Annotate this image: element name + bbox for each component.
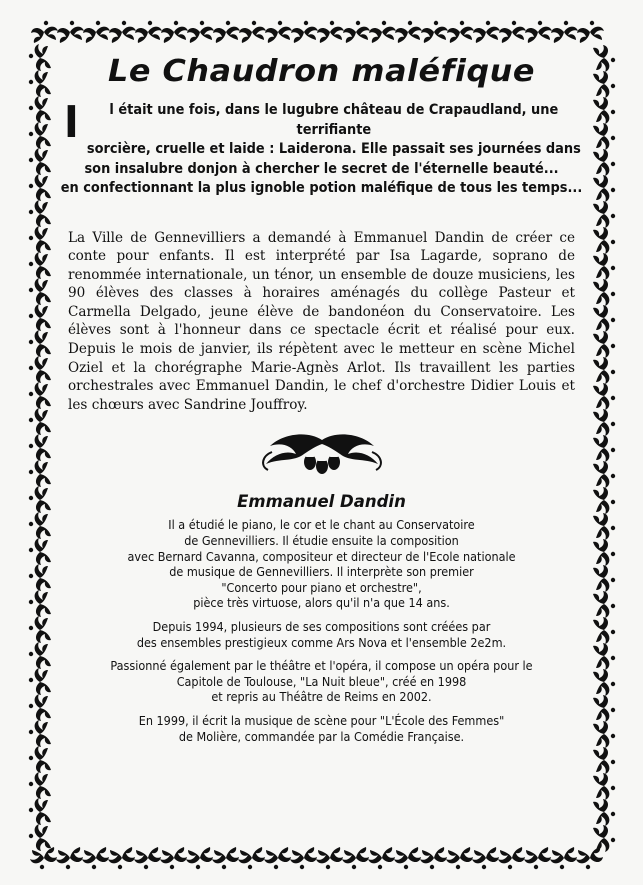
bio-line: de Gennevilliers. Il étudie ensuite la composition: [184, 533, 459, 549]
bio-line: Il a étudié le piano, le cor et le chant au Conservatoire: [168, 517, 475, 533]
bio-paragraph: [58, 517, 585, 611]
intro-line: l était une fois, dans le lugubre château de Crapaudland, une terrifiante: [109, 102, 559, 138]
bio-line: Capitole de Toulouse, "La Nuit bleue", créé en 1998: [176, 673, 467, 689]
bio-line: En 1999, il écrit la musique de scène pour "L'École des Femmes": [138, 712, 505, 728]
bio-line: avec Bernard Cavanna, compositeur et directeur de l'Ecole nationale: [127, 548, 516, 564]
intro-line: en confectionnant la plus ignoble potion maléfique de tous les temps...: [60, 180, 583, 196]
dropcap: I: [64, 97, 79, 148]
intro-line: son insalubre donjon à chercher le secret de l'éternelle beauté...: [84, 160, 559, 177]
content-area: [58, 50, 585, 840]
bio-line: pièce très virtuose, alors qu'il n'a que 14 ans.: [193, 595, 450, 611]
intro-paragraph: [58, 97, 585, 199]
body-paragraph: La Ville de Gennevilliers a demandé à Emmanuel Dandin de créer ce conte pour enfants. Il est interprété par Isa Lagarde, soprano de renommée internationale, un ténor, un ensemble de douze musiciens, les 90 élèves des classes à horaires aménagés du collège Pasteur et Carmella Delgado, jeune élève de bandonéon du Conservatoire. Les élèves sont à l'honneur dans ce spectacle écrit et réalisé pour eux. Depuis le mois de janvier, ils répètent avec le metteur en scène Michel Oziel et la chorégraphe Marie-Agnès Arlot. Ils travaillent les parties orchestrales avec Emmanuel Dandin, le chef d'orchestre Didier Louis et les chœurs avec Sandrine Jouffroy.: [68, 229, 575, 413]
bio-line: de musique de Gennevilliers. Il interprète son premier: [169, 564, 474, 580]
acorn-leaf-ornament-icon: [252, 432, 392, 476]
bio-line: et repris au Théâtre de Reims en 2002.: [211, 689, 432, 705]
bio-title: Emmanuel Dandin: [237, 492, 406, 512]
bio-line: des ensembles prestigieux comme Ars Nova et l'ensemble 2e2m.: [136, 634, 507, 650]
bio-line: Passionné également par le théâtre et l'opéra, il compose un opéra pour le: [110, 658, 533, 674]
bio-paragraph: [58, 619, 585, 650]
bio-line: Depuis 1994, plusieurs de ses compositions sont créées par: [152, 619, 491, 634]
bio-paragraph: [58, 658, 585, 705]
intro-line: sorcière, cruelle et laide : Laiderona. Elle passait ses journées dans: [86, 141, 581, 157]
bio-line: "Concerto pour piano et orchestre",: [221, 579, 422, 595]
bio-line: de Molière, commandée par la Comédie Française.: [178, 728, 465, 744]
bio-paragraph: [58, 713, 585, 744]
page-title: Le Chaudron maléfique: [108, 54, 535, 89]
